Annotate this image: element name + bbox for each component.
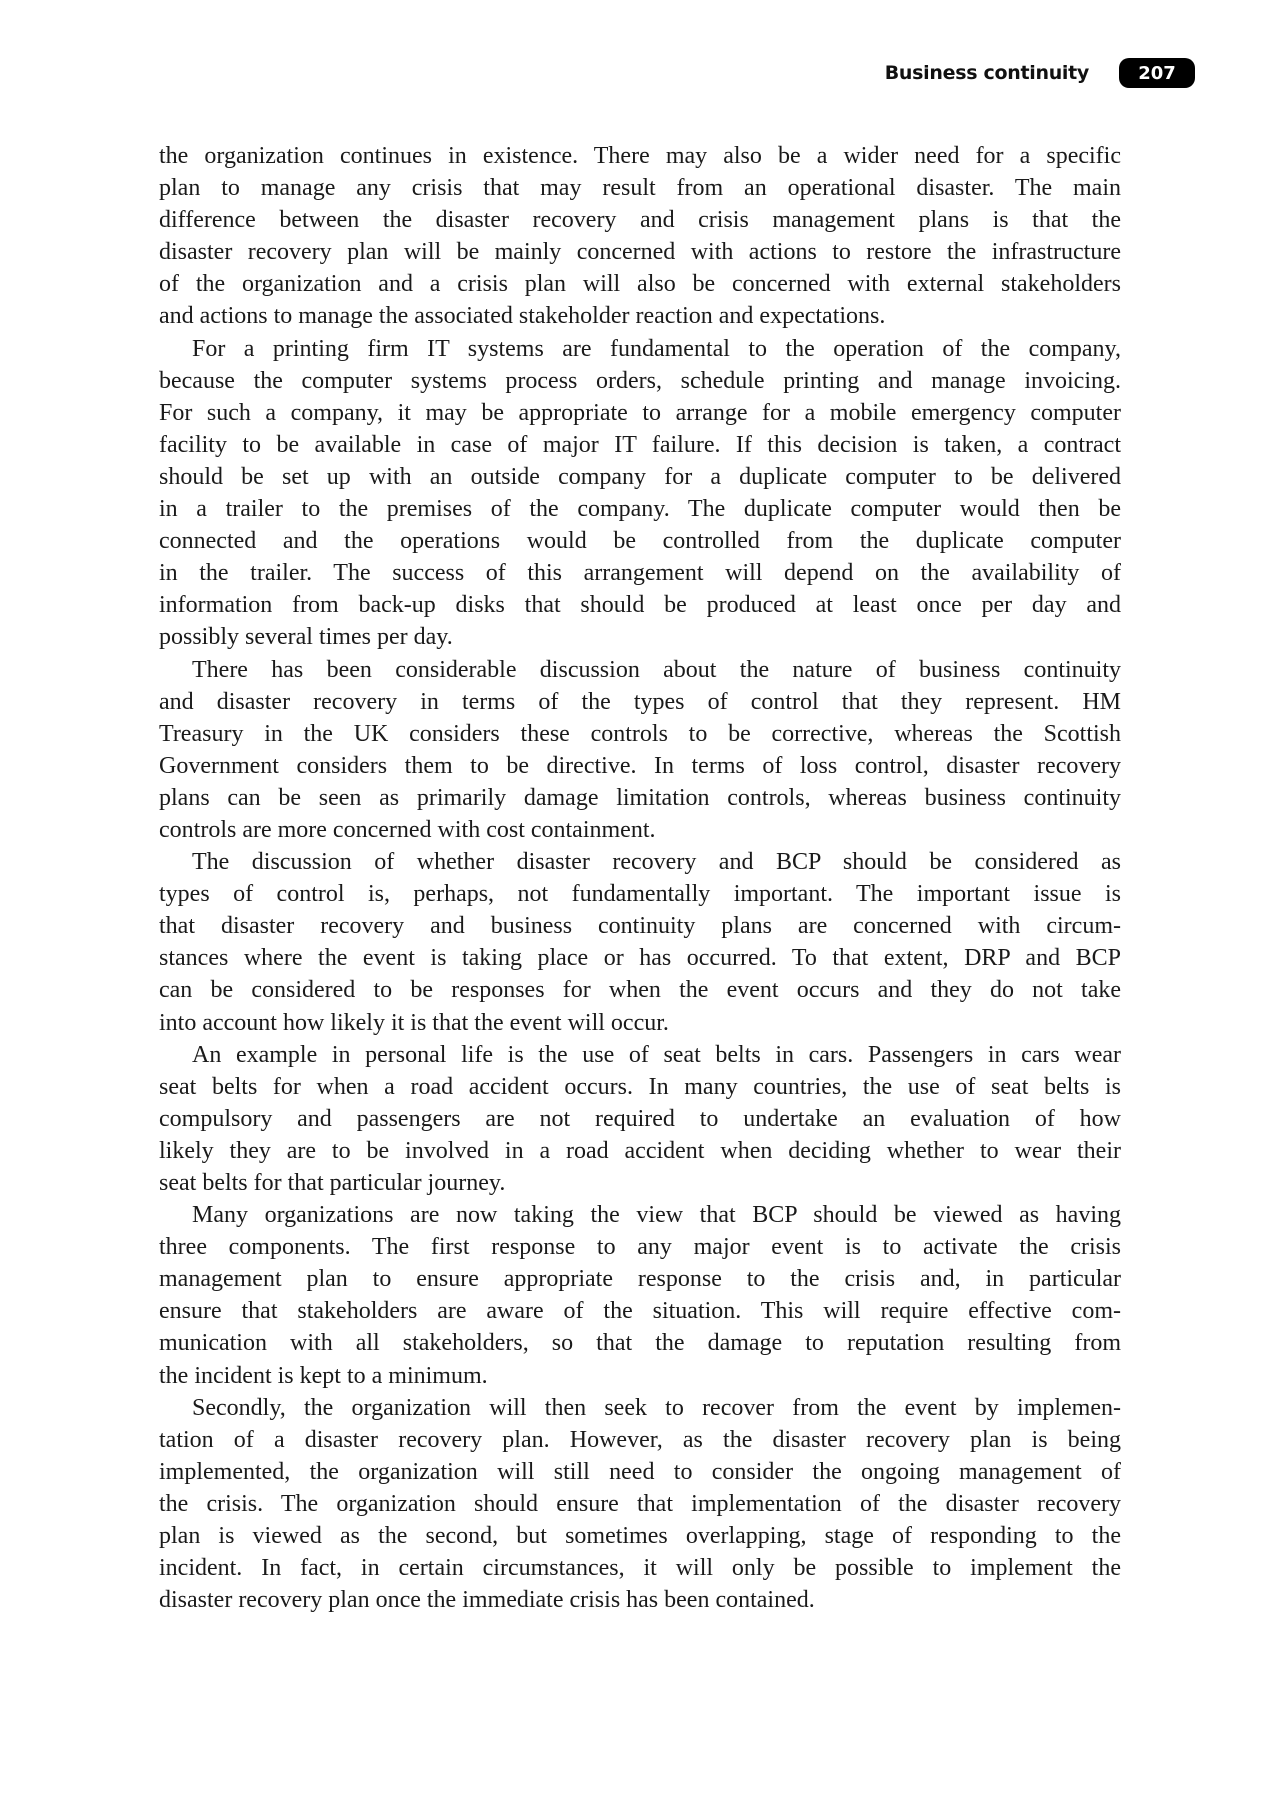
text-line: plans can be seen as primarily damage limitation controls, whereas business continuity xyxy=(159,784,1121,811)
text-line: implemented, the organization will still need to consider the ongoing management of xyxy=(159,1458,1121,1485)
paragraph xyxy=(159,654,1121,847)
text-line: management plan to ensure appropriate response to the crisis and, in particular xyxy=(159,1266,1121,1293)
text-line: disaster recovery plan will be mainly concerned with actions to restore the infrastructure xyxy=(159,239,1121,266)
text-line: Treasury in the UK considers these controls to be corrective, whereas the Scottish xyxy=(159,720,1121,747)
text-line: plan is viewed as the second, but sometimes overlapping, stage of responding to the xyxy=(159,1523,1121,1550)
text-line: in a trailer to the premises of the company. The duplicate computer would then be xyxy=(159,496,1121,523)
text-line: and actions to manage the associated stakeholder reaction and expectations. xyxy=(159,303,886,330)
paragraph xyxy=(159,1392,1121,1617)
text-line: There has been considerable discussion about the nature of business continuity xyxy=(192,656,1121,683)
text-line: plan to manage any crisis that may result from an operational disaster. The main xyxy=(159,175,1121,202)
paragraph xyxy=(159,333,1121,654)
text-line: connected and the operations would be controlled from the duplicate computer xyxy=(159,528,1121,555)
text-line: compulsory and passengers are not required to undertake an evaluation of how xyxy=(159,1105,1121,1132)
text-line: Secondly, the organization will then seek to recover from the event by implemen- xyxy=(192,1394,1121,1421)
text-line: the crisis. The organization should ensure that implementation of the disaster recovery xyxy=(159,1490,1121,1517)
text-line: should be set up with an outside company for a duplicate computer to be delivered xyxy=(159,463,1121,490)
text-line: For such a company, it may be appropriate to arrange for a mobile emergency computer xyxy=(159,399,1121,426)
page-header xyxy=(885,58,1195,88)
text-line: seat belts for when a road accident occurs. In many countries, the use of seat belts is xyxy=(159,1073,1121,1100)
text-line: that disaster recovery and business continuity plans are concerned with circum- xyxy=(159,913,1121,940)
text-line: munication with all stakeholders, so that the damage to reputation resulting from xyxy=(159,1330,1121,1357)
text-line: and disaster recovery in terms of the types of control that they represent. HM xyxy=(159,688,1121,715)
text-line: likely they are to be involved in a road accident when deciding whether to wear their xyxy=(159,1137,1121,1164)
body-text xyxy=(159,140,1121,1616)
text-line: into account how likely it is that the event will occur. xyxy=(159,1009,669,1036)
page-number-badge: 207 xyxy=(1119,58,1195,88)
text-line: tation of a disaster recovery plan. However, as the disaster recovery plan is being xyxy=(159,1426,1121,1453)
paragraph xyxy=(159,846,1121,1039)
text-line: Many organizations are now taking the view that BCP should be viewed as having xyxy=(192,1202,1121,1229)
text-line: For a printing firm IT systems are fundamental to the operation of the company, xyxy=(192,335,1121,362)
text-line: in the trailer. The success of this arrangement will depend on the availability of xyxy=(159,560,1121,587)
text-line: the incident is kept to a minimum. xyxy=(159,1362,488,1389)
text-line: difference between the disaster recovery and crisis management plans is that the xyxy=(159,207,1121,234)
text-line: controls are more concerned with cost containment. xyxy=(159,816,656,843)
text-line: facility to be available in case of major IT failure. If this decision is taken, a contract xyxy=(159,431,1121,458)
text-line: An example in personal life is the use of seat belts in cars. Passengers in cars wear xyxy=(192,1041,1121,1068)
paragraph xyxy=(159,140,1121,333)
text-line: of the organization and a crisis plan will also be concerned with external stakeholders xyxy=(159,271,1121,298)
text-line: information from back-up disks that should be produced at least once per day and xyxy=(159,592,1121,619)
paragraph xyxy=(159,1199,1121,1392)
text-line: the organization continues in existence. There may also be a wider need for a specific xyxy=(159,143,1121,169)
text-line: three components. The first response to any major event is to activate the crisis xyxy=(159,1234,1121,1261)
text-line: possibly several times per day. xyxy=(159,624,453,651)
text-line: stances where the event is taking place or has occurred. To that extent, DRP and BCP xyxy=(159,945,1121,972)
paragraph xyxy=(159,1039,1121,1199)
text-line: types of control is, perhaps, not fundamentally important. The important issue is xyxy=(159,881,1121,908)
running-head: Business continuity xyxy=(884,62,1089,84)
text-line: because the computer systems process orders, schedule printing and manage invoicing. xyxy=(159,367,1121,394)
text-line: disaster recovery plan once the immediate crisis has been contained. xyxy=(159,1587,815,1614)
text-line: ensure that stakeholders are aware of the situation. This will require effective com- xyxy=(159,1298,1121,1325)
text-line: The discussion of whether disaster recovery and BCP should be considered as xyxy=(192,849,1121,876)
text-line: seat belts for that particular journey. xyxy=(159,1170,506,1196)
text-line: can be considered to be responses for when the event occurs and they do not take xyxy=(159,977,1121,1004)
text-line: Government considers them to be directive. In terms of loss control, disaster recovery xyxy=(159,752,1121,779)
text-line: incident. In fact, in certain circumstances, it will only be possible to implement the xyxy=(159,1555,1121,1582)
